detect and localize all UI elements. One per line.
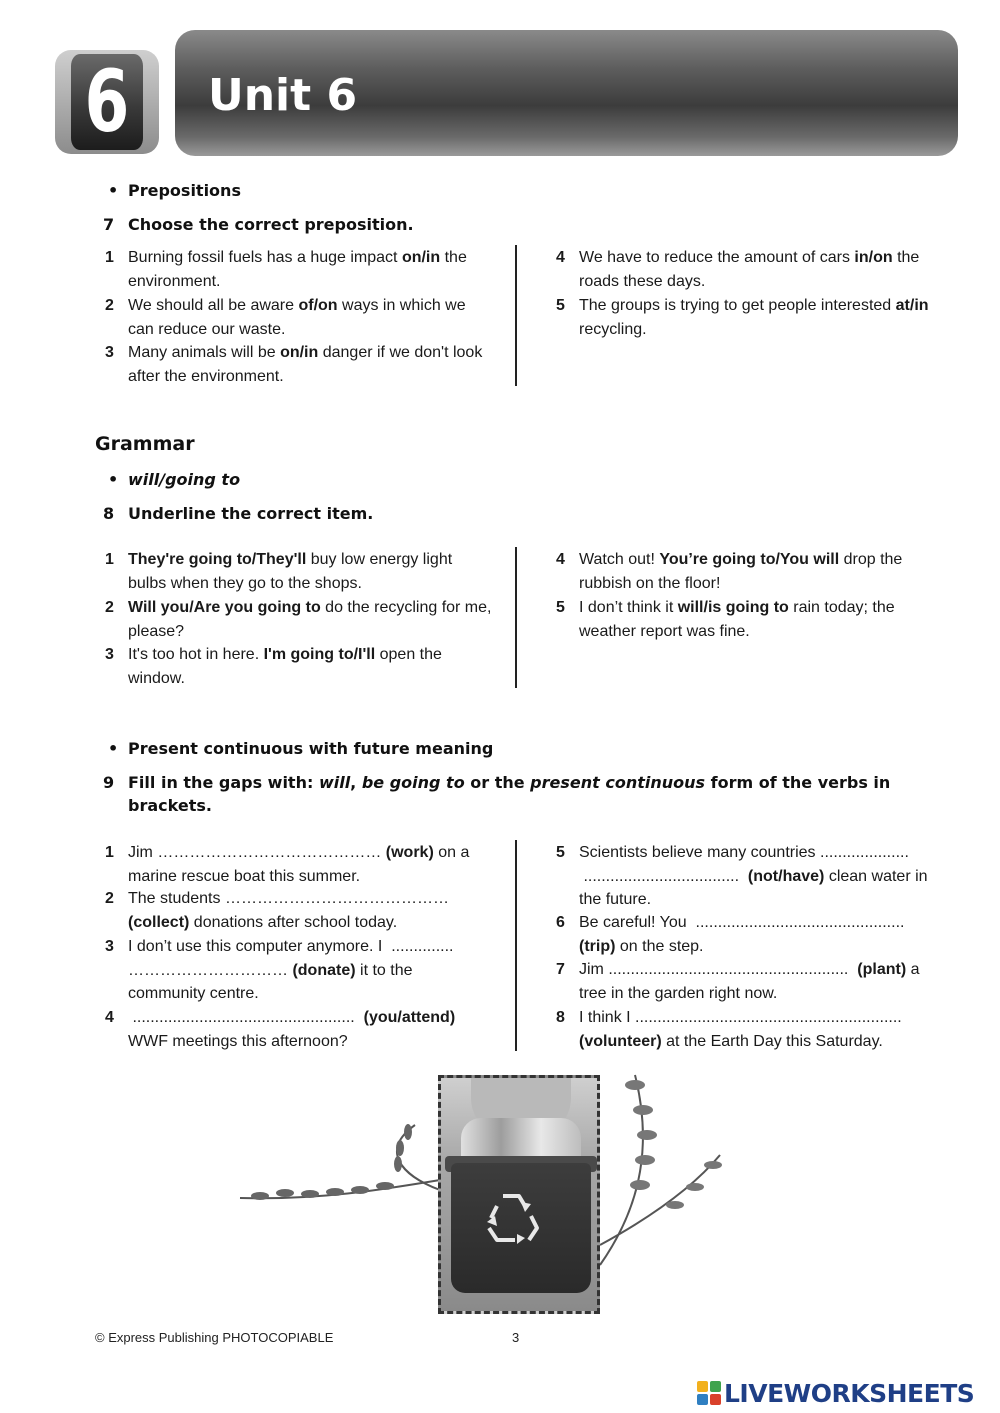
page-number: 3	[512, 1330, 520, 1345]
item-number: 2	[105, 599, 114, 616]
exercise-item	[556, 911, 929, 958]
task-7-instruction	[103, 213, 948, 236]
exercise-item	[105, 1006, 478, 1053]
prepositions-heading-text: Prepositions	[128, 181, 241, 200]
item-text: I think I ............................................................ (volunteer) at the Earth Day this Saturday.	[579, 1009, 902, 1050]
item-number: 3	[105, 938, 114, 955]
item-text: Burning fossil fuels has a huge impact on/in the environment.	[128, 249, 467, 290]
task-text: Choose the correct preposition.	[128, 215, 414, 234]
item-text: Scientists believe many countries .................... ................................... (not/have) clean water in the future.	[579, 844, 928, 908]
item-number: 8	[556, 1009, 565, 1026]
item-number: 1	[105, 844, 114, 861]
bullet-icon: •	[108, 739, 119, 758]
task-number: 7	[103, 215, 115, 234]
item-text: We should all be aware of/on ways in which we can reduce our waste.	[128, 297, 466, 338]
exercise-item	[105, 596, 493, 643]
unit-number-badge	[55, 50, 159, 154]
task-text: Fill in the gaps with: will, be going to or the present continuous form of the verbs in brackets.	[128, 773, 891, 815]
item-number: 5	[556, 297, 565, 314]
exercise-item	[105, 294, 493, 341]
plant-left-illustration	[230, 1120, 445, 1230]
item-text: They're going to/They'll buy low energy light bulbs when they go to the shops.	[128, 551, 453, 592]
exercise-item	[556, 841, 929, 912]
present-continuous-text: Present continuous with future meaning	[128, 739, 494, 758]
exercise-item	[105, 887, 478, 934]
column-divider	[515, 840, 517, 1051]
item-text: Jim …………………………………… (work) on a marine rescue boat this summer.	[128, 844, 470, 885]
unit-banner	[175, 30, 958, 156]
liveworksheets-logo[interactable]	[697, 1377, 974, 1409]
will-going-to-text: will/going to	[128, 470, 241, 489]
exercise-item	[105, 341, 493, 388]
exercise-item	[105, 246, 493, 293]
liveworksheets-wordmark: LIVEWORKSHEETS	[724, 1378, 975, 1408]
exercise-item	[556, 294, 944, 341]
item-number: 1	[105, 249, 114, 266]
column-divider	[515, 245, 517, 386]
exercise-item	[105, 841, 478, 888]
bullet-icon: •	[108, 181, 119, 200]
prepositions-heading	[108, 181, 241, 200]
exercise-item	[556, 596, 944, 643]
recycling-bin-photo	[438, 1075, 600, 1314]
task-8-instruction	[103, 502, 948, 525]
item-text: Will you/Are you going to do the recycling for me, please?	[128, 599, 492, 640]
exercise-item	[556, 548, 944, 595]
bullet-icon: •	[108, 470, 119, 489]
item-text: It's too hot in here. I'm going to/I'll open the window.	[128, 646, 442, 687]
exercise-item	[105, 548, 493, 595]
recycle-icon	[481, 1188, 541, 1248]
item-text: Watch out! You’re going to/You will drop the rubbish on the floor!	[579, 551, 903, 592]
item-number: 7	[556, 961, 565, 978]
present-continuous-heading	[108, 739, 494, 758]
plant-right-illustration	[595, 1065, 730, 1295]
copyright-notice: © Express Publishing PHOTOCOPIABLE	[95, 1330, 334, 1345]
item-number: 3	[105, 344, 114, 361]
item-number: 2	[105, 890, 114, 907]
item-number: 6	[556, 914, 565, 931]
task-9-instruction	[103, 771, 928, 817]
item-number: 3	[105, 646, 114, 663]
task-text: Underline the correct item.	[128, 504, 374, 523]
column-divider	[515, 547, 517, 688]
item-number: 1	[105, 551, 114, 568]
item-text: The students …………………………………… (collect) donations after school today.	[128, 890, 449, 931]
will-going-to-heading	[108, 470, 241, 489]
liveworksheets-icon	[697, 1381, 721, 1405]
page-title: Unit 6	[208, 70, 358, 121]
task-number: 8	[103, 504, 115, 523]
exercise-item	[105, 643, 493, 690]
item-text: Be careful! You ............................................... (trip) on the step.	[579, 914, 905, 955]
item-text: .................................................. (you/attend) WWF meetings this afternoon?	[128, 1009, 456, 1050]
exercise-item	[556, 246, 944, 293]
grammar-heading: Grammar	[95, 433, 195, 455]
item-number: 4	[556, 249, 565, 266]
exercise-item	[556, 958, 929, 1005]
exercise-item	[105, 935, 478, 1006]
task-number: 9	[103, 773, 115, 792]
item-text: We have to reduce the amount of cars in/on the roads these days.	[579, 249, 920, 290]
item-number: 5	[556, 844, 565, 861]
item-number: 2	[105, 297, 114, 314]
item-text: I don’t think it will/is going to rain today; the weather report was fine.	[579, 599, 895, 640]
item-text: The groups is trying to get people interested at/in recycling.	[579, 297, 929, 338]
item-text: Jim ...................................................... (plant) a tree in the garden right now.	[579, 961, 920, 1002]
item-number: 4	[105, 1009, 114, 1026]
item-text: I don’t use this computer anymore. I .............. ………………………… (donate) it to the community centre.	[128, 938, 454, 1002]
item-text: Many animals will be on/in danger if we don't look after the environment.	[128, 344, 483, 385]
unit-number: 6	[71, 54, 143, 150]
item-number: 5	[556, 599, 565, 616]
item-number: 4	[556, 551, 565, 568]
exercise-item	[556, 1006, 929, 1053]
